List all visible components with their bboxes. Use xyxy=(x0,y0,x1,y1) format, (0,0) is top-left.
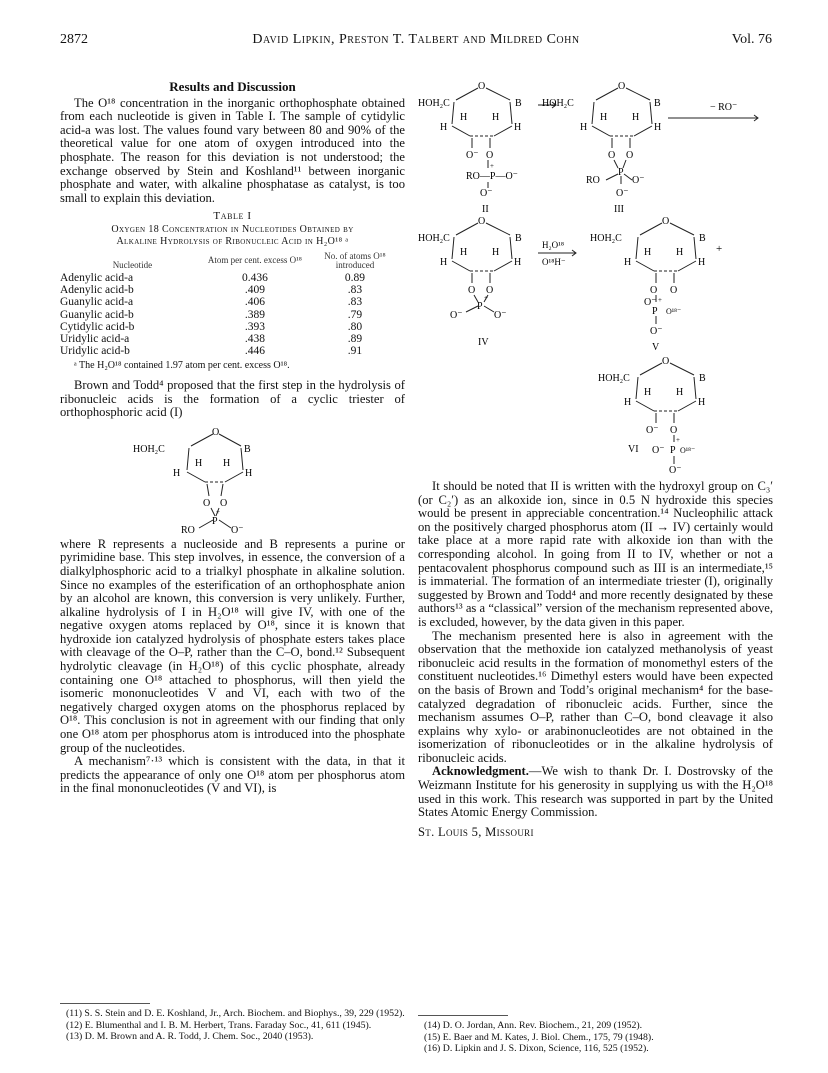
o-label: O xyxy=(486,285,494,296)
h-label: H xyxy=(600,112,608,123)
paragraph-results: The O¹⁸ concentration in the inorganic orthophosphate obtained from each nucleotide is given in Table I. The sample of cytidylic acid-a was lost. The values found vary between 80 and 90% of the theoretical value for one atom of oxygen introduced into the phosphate. The reason for this deviation is not understood; the exchange observed by Stein and Koshland¹¹ between inorganic phosphate and water, with alkaline phosphatase as catalyst, is too small to explain this deviation. xyxy=(60,95,405,205)
cell-excess: .389 xyxy=(244,308,265,321)
h-label: H xyxy=(654,122,662,133)
paragraph-mechanism-critique: where R represents a nucleoside and B represents a purine or pyrimidine base. This step involves, in essence, the conversion of a dialkylphosphoric acid to a trialkyl phosphate in alkaline solution. Since no examples of the esterification of an orthophosphate anion by an alcohol are known, this conversion is very unlikely. Further, alkaline hydrolysis of I in H₂O¹⁸ will give IV, with one of the negative oxygen atoms replaced by O¹⁸, since it is known that hydroxide ion catalyzed hydrolysis of phosphate esters takes place with cleavage of the O–P, rather than the C–O, bond.¹² Subsequent hydrolytic cleavage (in H₂O¹⁸) of this cyclic phosphate, already containing one O¹⁸ attached to phosphorus, will then yield the isomeric mononucleotides V and VI, each with two of the negatively charged oxygen atoms on the phosphorus replaced by O¹⁸. This conclusion is not in agreement with our finding that only one O¹⁸ atom per phosphorus atom is introduced into the phosphate group of the nucleotides. xyxy=(60,536,405,755)
base-label: B xyxy=(243,443,251,455)
compound-label-III: III xyxy=(614,204,624,215)
hoh2c-label: HOH₂C xyxy=(418,98,450,109)
cell-introduced: .91 xyxy=(347,345,363,358)
ro-minus-label: − RO⁻ xyxy=(710,102,738,113)
h-label: H xyxy=(492,112,500,123)
cell-excess: .393 xyxy=(244,320,265,333)
o-minus-label: O⁻ xyxy=(230,524,243,534)
section-title: Results and Discussion xyxy=(169,79,296,94)
hoh2c-label: HOH₂C xyxy=(132,443,165,455)
base-label: B xyxy=(699,373,706,384)
o18h-reagent: O¹⁸H⁻ xyxy=(542,257,566,267)
plus-connector: + xyxy=(716,243,723,255)
h-label: H xyxy=(676,387,684,398)
acknowledgment xyxy=(418,765,773,819)
cell-introduced: .89 xyxy=(347,332,363,345)
o-label: O xyxy=(202,497,210,509)
h-label: H xyxy=(460,112,468,123)
h-label: H xyxy=(624,257,632,268)
plus-sign: + xyxy=(490,162,494,170)
h-label: H xyxy=(244,467,252,479)
footnote-rule xyxy=(60,1003,150,1004)
structure-I xyxy=(133,426,333,534)
volume-label: Vol. 76 xyxy=(731,32,772,47)
o-label: O xyxy=(670,285,678,296)
compound-label-V: V xyxy=(652,342,660,353)
footnote-16: (16) D. Lipkin and J. S. Dixon, Science, 116, 525 (1952). xyxy=(424,1043,649,1054)
o-minus-label: O⁻ xyxy=(669,465,682,475)
o18-minus-label: O¹⁸⁻ xyxy=(666,307,682,316)
ack-title: Acknowledgment. xyxy=(432,764,529,779)
h-label: H xyxy=(492,247,500,258)
o-minus-label: O⁻ xyxy=(480,188,493,199)
cell-nucleotide: Uridylic acid-b xyxy=(60,345,130,358)
base-label: B xyxy=(515,98,522,109)
paragraph-agreement: The mechanism presented here is also in agreement with the observation that the methoxide ion catalyzed methanolysis of yeast ribonucleic acid results in the formation of monomethyl esters of the constituent nucleotides.¹⁶ Dimethyl esters would have been expected on the basis of Brown and Todd’s original mechanism⁴ for the base-catalyzed degradation of ribonucleic acids. Further, since the mechanism assumes O–P, rather than C–O, bond cleavage it also explains why xylo- or arabinonucleotides are not obtained in the isomerization of ribonucleotides or in the alkaline hydrolysis of ribonucleic acids. xyxy=(418,628,773,765)
hoh2c-label: HOH₂C xyxy=(542,98,574,109)
table-row xyxy=(60,284,405,296)
ring-oxygen-label: O xyxy=(478,81,486,92)
footnote-12: (12) E. Blumenthal and I. B. M. Herbert, Trans. Faraday Soc., 41, 611 (1945). xyxy=(66,1019,372,1031)
h-label: H xyxy=(222,457,230,469)
col-header-excess: Atom per cent. excess O¹⁸ xyxy=(207,255,302,266)
o-label: O xyxy=(626,150,634,161)
o-minus-label: O⁻ xyxy=(650,326,663,337)
o-minus-label: O⁻ xyxy=(466,150,479,161)
h-label: H xyxy=(172,467,180,479)
cell-excess: .406 xyxy=(244,296,265,309)
author-address: St. Louis 5, Missouri xyxy=(418,824,534,839)
o-minus-label: O⁻ xyxy=(494,310,507,321)
h-label: H xyxy=(698,397,706,408)
ring-oxygen-label: O xyxy=(478,216,486,227)
cell-nucleotide: Adenylic acid-a xyxy=(60,271,134,284)
cell-excess: .409 xyxy=(244,284,265,297)
o-minus-label: O⁻ xyxy=(646,425,659,436)
left-column xyxy=(60,80,405,796)
h-label: H xyxy=(460,247,468,258)
h-label: H xyxy=(644,387,652,398)
h-label: H xyxy=(632,112,640,123)
o-label: O xyxy=(608,150,616,161)
footnotes-right xyxy=(418,1012,773,1055)
table-row xyxy=(60,296,405,308)
h2o18-reagent: H₂O¹⁸ xyxy=(542,240,564,250)
p-label: P xyxy=(211,515,218,527)
plus-sign: + xyxy=(484,294,488,302)
cell-introduced: .79 xyxy=(347,308,363,321)
h-label: H xyxy=(194,457,202,469)
h-label: H xyxy=(580,122,588,133)
o-minus-label: O⁻ xyxy=(450,310,463,321)
p-label: P xyxy=(618,167,624,178)
h-label: H xyxy=(676,247,684,258)
table-footnote: ᵃ The H₂O¹⁸ contained 1.97 atom per cent. excess O¹⁸. xyxy=(74,360,290,372)
plus-sign: + xyxy=(676,436,680,444)
ring-oxygen-label: O xyxy=(662,216,670,227)
table-subtitle-2: Alkaline Hydrolysis of Ribonucleic Acid in H₂O¹⁸ ᵃ xyxy=(116,235,349,247)
compound-label-II: II xyxy=(482,204,489,215)
ro-label: RO xyxy=(180,524,195,534)
cell-nucleotide: Cytidylic acid-b xyxy=(60,320,135,333)
page-number: 2872 xyxy=(60,32,88,47)
o-label: O xyxy=(486,150,494,161)
hoh2c-label: HOH₂C xyxy=(590,233,622,244)
h-label: H xyxy=(440,122,448,133)
plus-sign: + xyxy=(215,507,220,516)
h-label: H xyxy=(644,247,652,258)
hoh2c-label: HOH₂C xyxy=(418,233,450,244)
table-row xyxy=(60,309,405,321)
running-header xyxy=(60,32,772,54)
col-header-introduced: No. of atoms O¹⁸ introduced xyxy=(324,250,386,270)
table-row xyxy=(60,321,405,333)
reaction-scheme xyxy=(418,80,776,475)
plus-sign: + xyxy=(658,296,662,304)
o-minus-label: O⁻ xyxy=(644,297,657,308)
paragraph-brown-todd: Brown and Todd⁴ proposed that the first step in the hydrolysis of ribonucleic acids is the formation of a cyclic triester of orthophosphoric acid (I) xyxy=(60,377,405,420)
ro-p-o-label: RO—P—O⁻ xyxy=(466,171,518,182)
o-label: O xyxy=(670,425,678,436)
ack-body: —We wish to thank Dr. I. Dostrovsky of the Weizmann Institute for his generosity in supplying us with the H₂O¹⁸ used in this work. This research was supported in part by the United States Atomic Energy Commission. xyxy=(418,764,773,820)
table-row xyxy=(60,272,405,284)
h-label: H xyxy=(440,257,448,268)
table-row xyxy=(60,345,405,357)
right-column xyxy=(418,480,773,839)
footnote-14: (14) D. O. Jordan, Ann. Rev. Biochem., 21, 209 (1952). xyxy=(424,1020,643,1031)
cell-introduced: 0.89 xyxy=(344,271,366,284)
cell-nucleotide: Guanylic acid-a xyxy=(60,296,134,309)
ring-oxygen-label: O xyxy=(618,81,626,92)
footnote-11: (11) S. S. Stein and D. E. Koshland, Jr., Arch. Biochem. and Biophys., 39, 229 (1952). xyxy=(66,1008,405,1019)
cell-excess: .438 xyxy=(244,332,265,345)
ring-oxygen-label: O xyxy=(211,426,219,438)
table-title: Table I xyxy=(213,210,252,223)
hoh2c-label: HOH₂C xyxy=(598,373,630,384)
o18-minus-label: O¹⁸⁻ xyxy=(680,446,696,455)
footnotes-left xyxy=(60,1000,405,1043)
o-minus-label: O⁻ xyxy=(652,445,665,456)
h-label: H xyxy=(514,122,522,133)
p-label: P xyxy=(477,301,483,312)
h-label: H xyxy=(624,397,632,408)
table-row xyxy=(60,333,405,345)
base-label: B xyxy=(515,233,522,244)
h-label: H xyxy=(698,257,706,268)
ring-oxygen-label: O xyxy=(662,356,670,367)
o-minus-label: O⁻ xyxy=(632,175,645,186)
cell-introduced: .83 xyxy=(347,296,363,309)
compound-label-IV: IV xyxy=(478,337,489,348)
cell-nucleotide: Adenylic acid-b xyxy=(60,284,134,297)
cell-excess: .446 xyxy=(244,345,265,358)
o-minus-label: O⁻ xyxy=(616,188,629,199)
base-label: B xyxy=(699,233,706,244)
ro-label: RO xyxy=(586,175,600,186)
footnote-15: (15) E. Baer and M. Kates, J. Biol. Chem., 175, 79 (1948). xyxy=(424,1031,654,1043)
o-label: O xyxy=(219,497,227,509)
cell-nucleotide: Guanylic acid-b xyxy=(60,308,134,321)
author-line: David Lipkin, Preston T. Talbert and Mildred Cohn xyxy=(252,32,580,47)
col-header-nucleotide: Nucleotide xyxy=(112,259,153,270)
o-label: O xyxy=(650,285,658,296)
o-label: O xyxy=(468,285,476,296)
data-table xyxy=(60,252,405,357)
footnote-rule xyxy=(418,1015,508,1016)
base-label: B xyxy=(654,98,661,109)
cell-nucleotide: Uridylic acid-a xyxy=(60,332,130,345)
p-label: P xyxy=(652,306,658,317)
cell-excess: 0.436 xyxy=(241,271,268,284)
cell-introduced: .83 xyxy=(347,284,363,297)
compound-label-VI: VI xyxy=(628,444,639,455)
paragraph-mechanism-intro: A mechanism⁷·¹³ which is consistent with the data, in that it predicts the appearance of only one O¹⁸ atom per phosphorus atom in the final mononucleotides (V and VI), is xyxy=(60,754,405,796)
cell-introduced: .80 xyxy=(347,320,363,333)
footnote-13: (13) D. M. Brown and A. R. Todd, J. Chem. Soc., 2040 (1953). xyxy=(66,1031,314,1042)
table-header-row xyxy=(60,252,405,272)
h-label: H xyxy=(514,257,522,268)
paragraph-note-II: It should be noted that II is written with the hydroxyl group on C₃′(or C₂′) as an alkoxide ion, since in 0.5 N hydroxide this species would be present in appreciable concentration.¹⁴ Nucleophilic attack on the positively charged phosphorus atom (II → IV) certainly would take place at a more rapid rate with alkoxide ion than with the corresponding alcohol. In going from II to IV, whether or not a pentacovalent phosphorus compound such as III is an intermediate,¹⁵ is immaterial. The formation of an intermediate triester (I), originally suggested by Brown and Todd⁴ and more recently designated by these authors¹³ as a “classical” version of the mechanism represented above, is excluded, however, by the data given in this paper. xyxy=(418,479,773,629)
p-label: P xyxy=(670,445,676,456)
table-subtitle-1: Oxygen 18 Concentration in Nucleotides Obtained by xyxy=(111,223,354,235)
